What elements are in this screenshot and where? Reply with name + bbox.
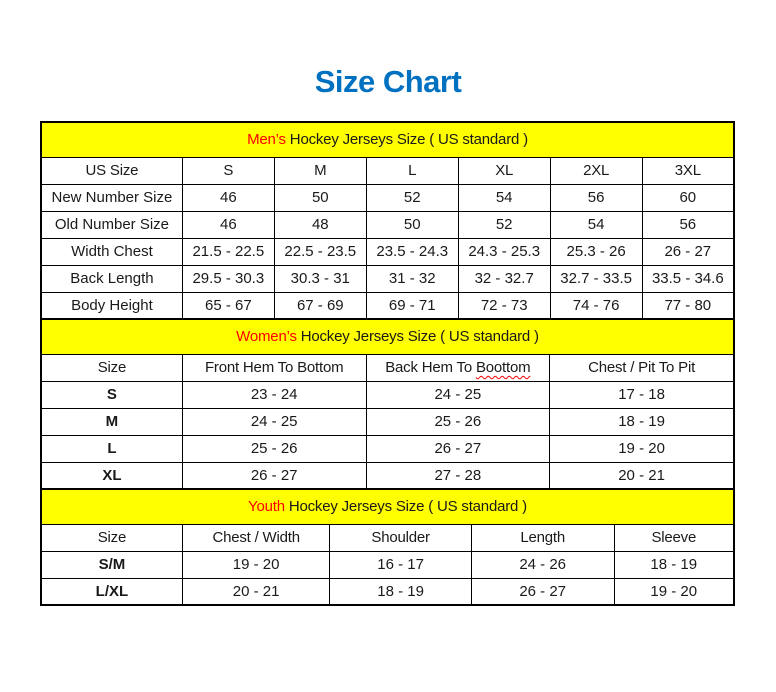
mens-table-row — [41, 238, 734, 265]
mens-value-cell: 69 - 71 — [366, 292, 458, 319]
womens-section-band — [41, 319, 734, 354]
youth-value-cell: 19 - 20 — [182, 551, 330, 578]
mens-value-cell: 50 — [274, 184, 366, 211]
youth-size-table — [40, 488, 735, 606]
mens-column-header-5: 2XL — [550, 157, 642, 184]
womens-value-cell: 25 - 26 — [366, 408, 550, 435]
womens-value-cell: 26 - 27 — [182, 462, 366, 489]
womens-value-cell: 20 - 21 — [550, 462, 734, 489]
mens-value-cell: 46 — [182, 211, 274, 238]
womens-band-accent: Women’s — [236, 328, 297, 346]
mens-band-text: Hockey Jerseys Size ( US standard ) — [285, 131, 528, 149]
womens-value-cell: 27 - 28 — [366, 462, 550, 489]
youth-value-cell: 19 - 20 — [614, 578, 734, 605]
mens-value-cell: 31 - 32 — [366, 265, 458, 292]
womens-value-cell: 19 - 20 — [550, 435, 734, 462]
womens-table-row — [41, 435, 734, 462]
mens-value-cell: 23.5 - 24.3 — [366, 238, 458, 265]
womens-value-cell: 24 - 25 — [182, 408, 366, 435]
womens-column-header-0: Size — [41, 354, 182, 381]
mens-value-cell: 22.5 - 23.5 — [274, 238, 366, 265]
youth-value-cell: 20 - 21 — [182, 578, 330, 605]
youth-column-header-4: Sleeve — [614, 524, 734, 551]
youth-section-band — [41, 489, 734, 524]
size-tables-container — [40, 121, 735, 606]
mens-column-header-3: L — [366, 157, 458, 184]
mens-row-label-4: Body Height — [41, 292, 182, 319]
womens-value-cell: 23 - 24 — [182, 381, 366, 408]
mens-value-cell: 54 — [458, 184, 550, 211]
mens-value-cell: 25.3 - 26 — [550, 238, 642, 265]
mens-column-header-1: S — [182, 157, 274, 184]
youth-band-accent: Youth — [248, 498, 285, 516]
womens-value-cell: 24 - 25 — [366, 381, 550, 408]
mens-value-cell: 52 — [458, 211, 550, 238]
mens-table-row — [41, 184, 734, 211]
womens-value-cell: 17 - 18 — [550, 381, 734, 408]
mens-value-cell: 26 - 27 — [642, 238, 734, 265]
youth-column-header-2: Shoulder — [330, 524, 471, 551]
womens-row-label-3: XL — [41, 462, 182, 489]
womens-row-label-1: M — [41, 408, 182, 435]
womens-column-header-3: Chest / Pit To Pit — [550, 354, 734, 381]
youth-value-cell: 18 - 19 — [330, 578, 471, 605]
youth-value-cell: 16 - 17 — [330, 551, 471, 578]
womens-column-header-2 — [366, 354, 550, 381]
mens-value-cell: 54 — [550, 211, 642, 238]
mens-value-cell: 67 - 69 — [274, 292, 366, 319]
mens-table-row — [41, 211, 734, 238]
mens-row-label-0: New Number Size — [41, 184, 182, 211]
mens-row-label-1: Old Number Size — [41, 211, 182, 238]
youth-table-row — [41, 551, 734, 578]
youth-column-header-0: Size — [41, 524, 182, 551]
mens-column-header-4: XL — [458, 157, 550, 184]
page-title: Size Chart — [314, 64, 462, 99]
mens-value-cell: 60 — [642, 184, 734, 211]
womens-table-row — [41, 462, 734, 489]
womens-size-table — [40, 318, 735, 490]
youth-band-text: Hockey Jerseys Size ( US standard ) — [284, 498, 527, 516]
mens-value-cell: 29.5 - 30.3 — [182, 265, 274, 292]
mens-value-cell: 21.5 - 22.5 — [182, 238, 274, 265]
mens-value-cell: 52 — [366, 184, 458, 211]
mens-value-cell: 72 - 73 — [458, 292, 550, 319]
womens-band-text: Hockey Jerseys Size ( US standard ) — [296, 328, 539, 346]
youth-column-header-1: Chest / Width — [182, 524, 330, 551]
mens-value-cell: 56 — [550, 184, 642, 211]
womens-table-row — [41, 381, 734, 408]
womens-value-cell: 18 - 19 — [550, 408, 734, 435]
womens-table-row — [41, 408, 734, 435]
youth-value-cell: 18 - 19 — [614, 551, 734, 578]
womens-header-text: Back Hem To — [385, 359, 476, 376]
womens-row-label-0: S — [41, 381, 182, 408]
mens-value-cell: 24.3 - 25.3 — [458, 238, 550, 265]
mens-value-cell: 46 — [182, 184, 274, 211]
youth-value-cell: 26 - 27 — [471, 578, 614, 605]
mens-value-cell: 30.3 - 31 — [274, 265, 366, 292]
mens-column-header-0: US Size — [41, 157, 182, 184]
mens-size-table — [40, 121, 735, 320]
mens-column-header-6: 3XL — [642, 157, 734, 184]
mens-value-cell: 48 — [274, 211, 366, 238]
womens-column-header-1: Front Hem To Bottom — [182, 354, 366, 381]
mens-value-cell: 50 — [366, 211, 458, 238]
youth-table-row — [41, 578, 734, 605]
mens-row-label-3: Back Length — [41, 265, 182, 292]
mens-value-cell: 77 - 80 — [642, 292, 734, 319]
mens-value-cell: 65 - 67 — [182, 292, 274, 319]
womens-row-label-2: L — [41, 435, 182, 462]
mens-value-cell: 32 - 32.7 — [458, 265, 550, 292]
mens-value-cell: 32.7 - 33.5 — [550, 265, 642, 292]
mens-value-cell: 33.5 - 34.6 — [642, 265, 734, 292]
mens-row-label-2: Width Chest — [41, 238, 182, 265]
womens-value-cell: 25 - 26 — [182, 435, 366, 462]
mens-column-header-2: M — [274, 157, 366, 184]
mens-table-row — [41, 265, 734, 292]
womens-misspelled-word: Boottom — [475, 359, 531, 376]
mens-table-row — [41, 292, 734, 319]
mens-value-cell: 56 — [642, 211, 734, 238]
mens-value-cell: 74 - 76 — [550, 292, 642, 319]
womens-value-cell: 26 - 27 — [366, 435, 550, 462]
mens-section-band — [41, 122, 734, 157]
youth-value-cell: 24 - 26 — [471, 551, 614, 578]
youth-row-label-0: S/M — [41, 551, 182, 578]
mens-band-accent: Men’s — [247, 131, 286, 149]
youth-column-header-3: Length — [471, 524, 614, 551]
youth-row-label-1: L/XL — [41, 578, 182, 605]
